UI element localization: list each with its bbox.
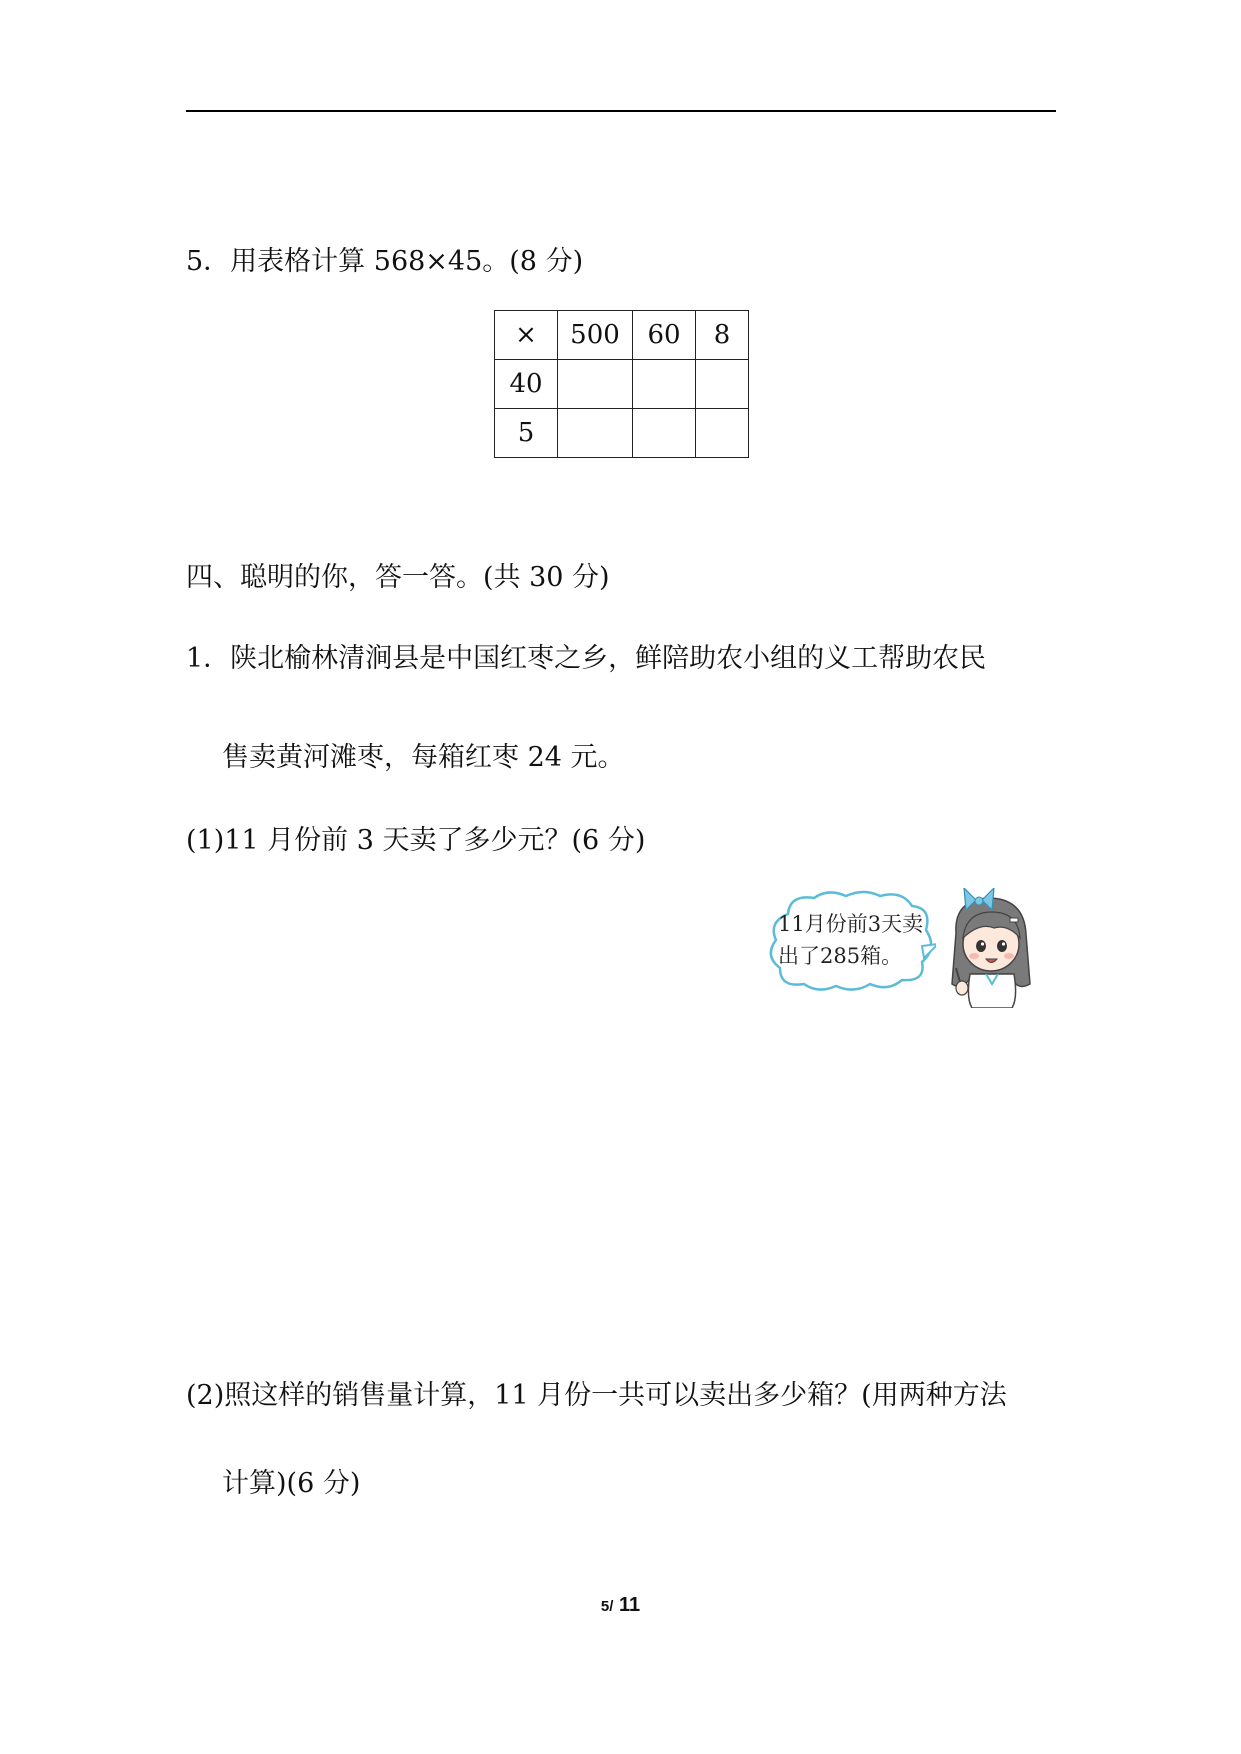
header-rule	[186, 110, 1056, 112]
table-cell: 60	[633, 311, 696, 360]
answer-cell[interactable]	[633, 409, 696, 458]
table-cell: 40	[495, 360, 558, 409]
sub-question-2-cont: 计算)(6 分)	[222, 1468, 361, 1499]
sub-question-1: (1)11 月份前 3 天卖了多少元？(6 分)	[186, 825, 646, 856]
page-total: 11	[618, 1594, 641, 1616]
table-header-row	[495, 311, 749, 360]
answer-cell[interactable]	[633, 360, 696, 409]
page-number	[0, 1594, 1241, 1617]
table-cell: 8	[696, 311, 749, 360]
speech-text	[778, 908, 928, 972]
page-current: 5/	[600, 1598, 614, 1615]
answer-cell[interactable]	[558, 409, 633, 458]
sub-question-2: (2)照这样的销售量计算，11 月份一共可以卖出多少箱？(用两种方法	[186, 1380, 1007, 1411]
problem-1-text-cont: 售卖黄河滩枣，每箱红枣 24 元。	[222, 742, 625, 773]
table-cell: 5	[495, 409, 558, 458]
multiplication-table	[494, 310, 749, 458]
girl-illustration-icon	[936, 888, 1046, 1008]
speech-bubble	[766, 886, 936, 996]
table-row	[495, 360, 749, 409]
problem-1-text: 1．陕北榆林清涧县是中国红枣之乡，鲜陪助农小组的义工帮助农民	[186, 643, 987, 674]
speech-line: 出了285箱。	[778, 944, 903, 968]
section-title: 四、聪明的你，答一答。(共 30 分)	[186, 562, 610, 593]
answer-cell[interactable]	[696, 360, 749, 409]
answer-cell[interactable]	[696, 409, 749, 458]
table-row	[495, 409, 749, 458]
answer-cell[interactable]	[558, 360, 633, 409]
question-5: 5．用表格计算 568×45。(8 分)	[186, 246, 584, 277]
table-cell: ×	[495, 311, 558, 360]
table-cell: 500	[558, 311, 633, 360]
speech-line: 11月份前3天卖	[778, 912, 924, 936]
